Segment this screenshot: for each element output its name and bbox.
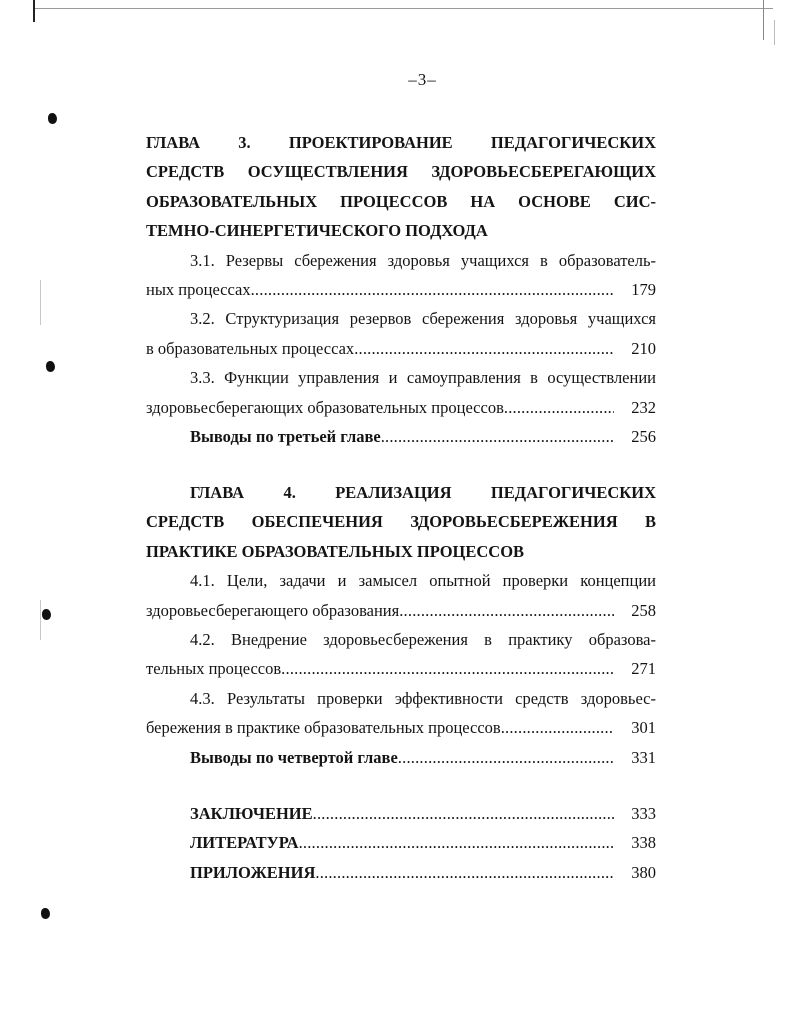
scan-edge-mark <box>40 280 41 325</box>
page-ref: 232 <box>631 397 656 417</box>
toc-entry-text: Выводы по третьей главе <box>190 426 381 446</box>
toc-entry-text: тельных процессов <box>146 659 282 679</box>
scan-edge-mark <box>40 600 41 640</box>
toc-entry <box>146 713 656 742</box>
chapter-heading-line: СРЕДСТВ ОБЕСПЕЧЕНИЯ ЗДОРОВЬЕСБЕРЕЖЕНИЯ В <box>146 512 656 532</box>
scan-top-rule <box>33 8 773 9</box>
scan-right-mark-2 <box>774 20 775 45</box>
chapter-heading-line: ПРАКТИКЕ ОБРАЗОВАТЕЛЬНЫХ ПРОЦЕССОВ <box>146 541 525 561</box>
toc-entry-line: 4.1. Цели, задачи и замысел опытной проверки концепции <box>190 571 656 591</box>
leader-dots <box>354 334 614 363</box>
page-ref: 331 <box>631 747 656 767</box>
toc-entry-line: 4.2. Внедрение здоровьесбережения в практику образова- <box>190 629 656 649</box>
scan-left-mark <box>33 0 35 22</box>
leader-dots <box>299 828 614 857</box>
scan-right-mark <box>763 0 764 40</box>
leader-dots <box>399 596 614 625</box>
chapter-heading-line: СРЕДСТВ ОСУЩЕСТВЛЕНИЯ ЗДОРОВЬЕСБЕРЕГАЮЩИХ <box>146 162 656 182</box>
toc-entry-text: ных процессах <box>146 279 251 299</box>
toc-entry-literature <box>146 828 656 857</box>
toc-entry <box>146 654 656 683</box>
toc-chapter-conclusion <box>146 743 656 772</box>
page-ref: 258 <box>631 600 656 620</box>
toc-entry-line: 3.3. Функции управления и самоуправления в осуществлении <box>190 368 656 388</box>
page-ref: 301 <box>631 718 656 738</box>
page-ref: 179 <box>631 279 656 299</box>
chapter-heading-line: ГЛАВА 4. РЕАЛИЗАЦИЯ ПЕДАГОГИЧЕСКИХ <box>190 483 656 502</box>
toc-entry-text: ЛИТЕРАТУРА <box>190 833 299 853</box>
page-number: –3– <box>408 70 437 89</box>
toc-entry-conclusion <box>146 799 656 828</box>
toc-chapter-conclusion <box>146 422 656 451</box>
toc-back-matter <box>146 799 656 887</box>
toc-chapter-4 <box>146 478 656 772</box>
toc-entry <box>146 596 656 625</box>
leader-dots <box>281 654 614 683</box>
toc-entry-text: здоровьесберегающего образования <box>146 600 400 620</box>
toc-entry <box>146 334 656 363</box>
toc-entry-text: бережения в практике образовательных процессов <box>146 718 501 738</box>
toc-entry-line: 3.2. Структуризация резервов сбережения здоровья учащихся <box>190 309 656 329</box>
toc-entry <box>146 393 656 422</box>
toc-entry-text: в образовательных процессах <box>146 338 355 358</box>
toc-entry-text: здоровьесберегающих образовательных процессов <box>146 397 504 417</box>
toc-entry-text: ЗАКЛЮЧЕНИЕ <box>190 804 313 823</box>
toc-entry-appendices <box>146 858 656 887</box>
binding-hole-icon <box>48 113 57 124</box>
leader-dots <box>398 743 614 772</box>
chapter-heading-line: ОБРАЗОВАТЕЛЬНЫХ ПРОЦЕССОВ НА ОСНОВЕ СИС- <box>146 191 656 211</box>
page-ref: 271 <box>631 659 656 679</box>
leader-dots <box>315 858 614 887</box>
toc-entry-line: 3.1. Резервы сбережения здоровья учащихся в образователь- <box>190 250 656 270</box>
toc-chapter-3 <box>146 128 656 451</box>
binding-hole-icon <box>46 361 55 372</box>
leader-dots <box>501 713 614 742</box>
page-ref: 338 <box>631 833 656 853</box>
binding-hole-icon <box>42 609 51 620</box>
leader-dots <box>251 275 614 304</box>
page-ref: 210 <box>631 338 656 358</box>
chapter-heading-line: ГЛАВА 3. ПРОЕКТИРОВАНИЕ ПЕДАГОГИЧЕСКИХ <box>146 133 656 152</box>
toc-entry-text: ПРИЛОЖЕНИЯ <box>190 862 316 882</box>
page-ref: 333 <box>631 804 656 823</box>
page-ref: 380 <box>631 862 656 882</box>
binding-hole-icon <box>41 908 50 919</box>
chapter-heading-line: ТЕМНО-СИНЕРГЕТИЧЕСКОГО ПОДХОДА <box>146 221 488 241</box>
toc-entry <box>146 275 656 304</box>
leader-dots <box>313 799 614 828</box>
toc-entry-line: 4.3. Результаты проверки эффективности средств здоровьес- <box>190 688 656 708</box>
page-ref: 256 <box>631 426 656 446</box>
leader-dots <box>504 393 614 422</box>
leader-dots <box>381 422 614 451</box>
toc-entry-text: Выводы по четвертой главе <box>190 747 398 767</box>
